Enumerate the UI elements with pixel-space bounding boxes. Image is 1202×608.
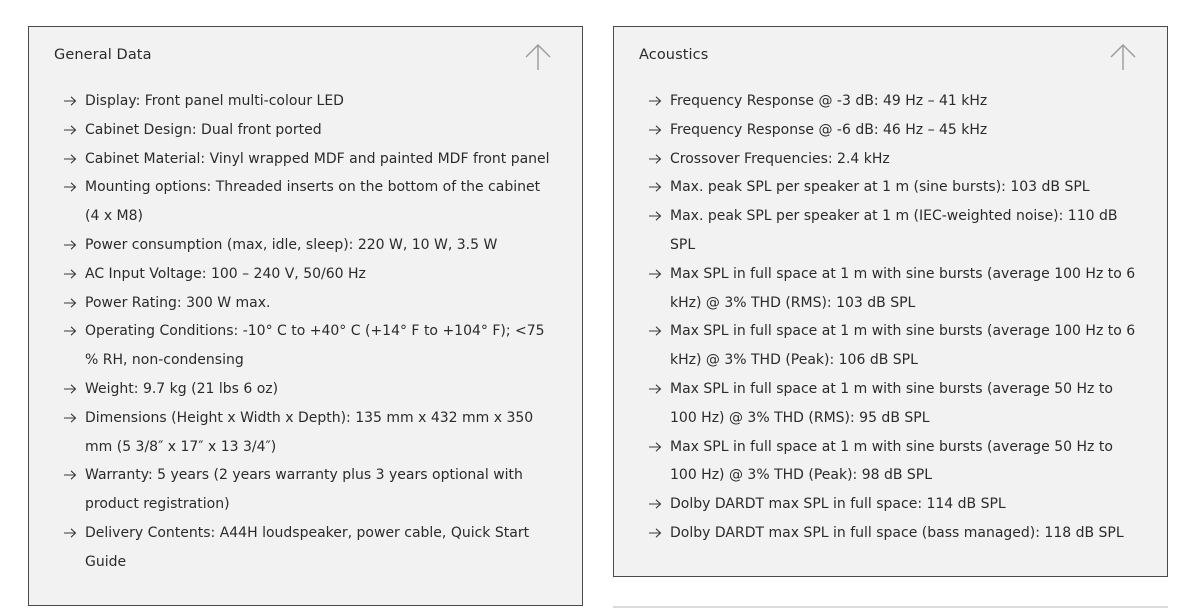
general-data-panel xyxy=(28,26,583,606)
spec-item xyxy=(648,317,1141,375)
arrow-up-icon xyxy=(524,42,552,72)
spec-item-text: Max SPL in full space at 1 m with sine bursts (average 50 Hz to 100 Hz) @ 3% THD (Peak): 98 dB SPL xyxy=(670,438,1113,484)
spec-item xyxy=(63,231,556,260)
spec-item-text: Power Rating: 300 W max. xyxy=(85,294,271,311)
spec-item xyxy=(63,375,556,404)
arrow-right-icon xyxy=(63,528,77,538)
arrow-right-icon xyxy=(63,326,77,336)
spec-item xyxy=(648,173,1141,202)
spec-item-text: Max SPL in full space at 1 m with sine bursts (average 100 Hz to 6 kHz) @ 3% THD (Peak): 106 dB SPL xyxy=(670,323,1136,369)
spec-item-text: Crossover Frequencies: 2.4 kHz xyxy=(670,150,890,167)
spec-item xyxy=(648,87,1141,116)
spec-item xyxy=(648,145,1141,174)
general-data-title: General Data xyxy=(54,47,152,63)
arrow-right-icon xyxy=(648,384,662,394)
spec-item-text: Warranty: 5 years (2 years warranty plus 3 years optional with product registration) xyxy=(85,467,523,513)
arrow-right-icon xyxy=(63,470,77,480)
arrow-right-icon xyxy=(63,125,77,135)
spec-item xyxy=(63,519,556,577)
spec-item xyxy=(63,461,556,519)
spec-item-text: Dolby DARDT max SPL in full space (bass managed): 118 dB SPL xyxy=(670,524,1124,541)
arrow-right-icon xyxy=(63,384,77,394)
spec-item-text: AC Input Voltage: 100 – 240 V, 50/60 Hz xyxy=(85,265,366,282)
spec-item xyxy=(648,202,1141,260)
spec-item xyxy=(648,490,1141,519)
spec-item xyxy=(648,116,1141,145)
spec-item xyxy=(648,519,1141,548)
spec-item-text: Display: Front panel multi-colour LED xyxy=(85,93,344,109)
spec-item xyxy=(648,433,1141,491)
general-data-collapse-button[interactable] xyxy=(524,42,552,72)
spec-item xyxy=(63,87,556,116)
spec-item-text: Dimensions (Height x Width x Depth): 135 mm x 432 mm x 350 mm (5 3/8″ x 17″ x 13 3/4″) xyxy=(85,409,534,455)
arrow-right-icon xyxy=(63,298,77,308)
arrow-right-icon xyxy=(648,125,662,135)
spec-item xyxy=(63,289,556,318)
arrow-right-icon xyxy=(648,326,662,336)
acoustics-panel xyxy=(613,26,1168,577)
spec-item xyxy=(63,317,556,375)
spec-item-text: Max SPL in full space at 1 m with sine bursts (average 50 Hz to 100 Hz) @ 3% THD (RMS): 95 dB SPL xyxy=(670,380,1113,426)
general-data-list xyxy=(63,87,556,577)
arrow-right-icon xyxy=(63,269,77,279)
spec-item xyxy=(63,116,556,145)
arrow-right-icon xyxy=(648,269,662,279)
spec-item-text: Mounting options: Threaded inserts on the bottom of the cabinet (4 x M8) xyxy=(85,179,541,225)
spec-item-text: Cabinet Material: Vinyl wrapped MDF and painted MDF front panel xyxy=(85,150,550,167)
arrow-right-icon xyxy=(648,442,662,452)
arrow-right-icon xyxy=(648,182,662,192)
arrow-right-icon xyxy=(648,499,662,509)
spec-item-text: Frequency Response @ -6 dB: 46 Hz – 45 kHz xyxy=(670,121,988,138)
spec-item-text: Delivery Contents: A44H loudspeaker, power cable, Quick Start Guide xyxy=(85,524,530,570)
arrow-right-icon xyxy=(648,528,662,538)
arrow-right-icon xyxy=(63,154,77,164)
spec-item-text: Dolby DARDT max SPL in full space: 114 dB SPL xyxy=(670,496,1006,513)
spec-item-text: Max. peak SPL per speaker at 1 m (sine bursts): 103 dB SPL xyxy=(670,179,1090,196)
arrow-right-icon xyxy=(63,413,77,423)
spec-item xyxy=(63,260,556,289)
spec-item-text: Weight: 9.7 kg (21 lbs 6 oz) xyxy=(85,380,279,397)
arrow-right-icon xyxy=(648,96,662,106)
spec-item-text: Operating Conditions: -10° C to +40° C (+14° F to +104° F); <75 % RH, non-condensing xyxy=(85,323,545,369)
spec-item-text: Max SPL in full space at 1 m with sine bursts (average 100 Hz to 6 kHz) @ 3% THD (RMS): 103 dB SPL xyxy=(670,265,1136,311)
acoustics-collapse-button[interactable] xyxy=(1109,42,1137,72)
acoustics-list xyxy=(648,87,1141,548)
spec-item-text: Power consumption (max, idle, sleep): 220 W, 10 W, 3.5 W xyxy=(85,236,498,253)
spec-item-text: Max. peak SPL per speaker at 1 m (IEC-weighted noise): 110 dB SPL xyxy=(670,208,1118,253)
arrow-right-icon xyxy=(63,96,77,106)
spec-item xyxy=(63,145,556,174)
spec-item xyxy=(63,173,556,231)
spec-item xyxy=(648,260,1141,318)
acoustics-title: Acoustics xyxy=(639,47,709,63)
arrow-right-icon xyxy=(648,211,662,221)
spec-item-text: Cabinet Design: Dual front ported xyxy=(85,121,322,138)
arrow-up-icon xyxy=(1109,42,1137,72)
arrow-right-icon xyxy=(63,240,77,250)
spec-item-text: Frequency Response @ -3 dB: 49 Hz – 41 kHz xyxy=(670,93,988,109)
arrow-right-icon xyxy=(648,154,662,164)
spec-item xyxy=(648,375,1141,433)
arrow-right-icon xyxy=(63,182,77,192)
spec-item xyxy=(63,404,556,462)
